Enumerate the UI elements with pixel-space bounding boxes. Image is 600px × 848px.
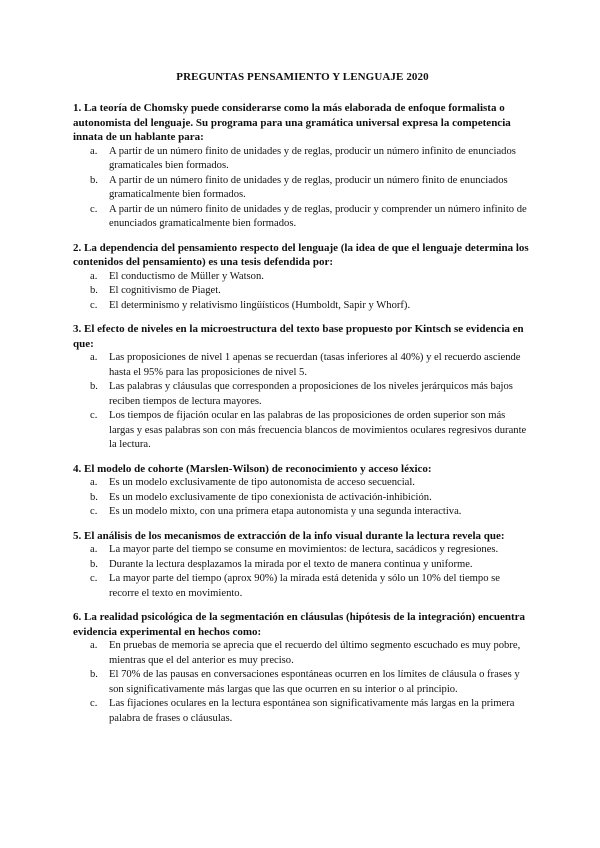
answer-option	[73, 505, 532, 520]
answer-option	[73, 174, 532, 203]
option-text: La mayor parte del tiempo se consume en movimientos: de lectura, sacádicos y regresiones.	[109, 544, 499, 555]
answer-options	[73, 639, 532, 726]
option-text: El 70% de las pausas en conversaciones espontáneas ocurren en los límites de cláusula o frases y son significativamente más largas que las que ocurren en su interior o al principio.	[109, 669, 520, 695]
answer-option	[73, 203, 532, 232]
option-letter: c.	[90, 299, 98, 311]
question-3	[73, 322, 532, 453]
option-text: Durante la lectura desplazamos la mirada por el texto de manera continua y uniforme.	[109, 558, 473, 570]
question-1	[73, 101, 532, 232]
option-letter: b.	[90, 285, 98, 296]
answer-options	[73, 270, 532, 314]
question-text: 2. La dependencia del pensamiento respecto del lenguaje (la idea de que el lenguaje determina los contenidos del pensamiento) es una tesis defendida por:	[73, 241, 529, 268]
answer-option	[73, 543, 532, 558]
answer-options	[73, 476, 532, 520]
option-letter: c.	[90, 698, 98, 709]
answer-option	[73, 351, 532, 380]
question-6	[73, 610, 532, 726]
option-text: Es un modelo exclusivamente de tipo conexionista de activación-inhibición.	[109, 491, 432, 503]
option-letter: c.	[90, 410, 98, 421]
question-text: 3. El efecto de niveles en la microestructura del texto base propuesto por Kintsch se evidencia en que:	[73, 323, 524, 350]
option-letter: a.	[90, 270, 98, 282]
option-letter: a.	[90, 544, 98, 555]
question-text: 5. El análisis de los mecanismos de extracción de la info visual durante la lectura revela que:	[73, 529, 505, 542]
option-text: A partir de un número finito de unidades y de reglas, producir y comprender un número infinito de enunciados gramaticalmente bien formados.	[109, 203, 527, 229]
option-letter: b.	[90, 669, 98, 680]
answer-options	[73, 543, 532, 601]
answer-option	[73, 476, 532, 491]
option-letter: c.	[90, 573, 98, 584]
question-4	[73, 462, 532, 520]
option-letter: c.	[90, 203, 98, 215]
option-text: Es un modelo exclusivamente de tipo autonomista de acceso secuencial.	[109, 477, 415, 488]
option-letter: a.	[90, 352, 98, 363]
option-text: Las palabras y cláusulas que corresponden a proposiciones de los niveles jerárquicos más bajos reciben tiempos de lectura mayores.	[109, 381, 513, 407]
option-letter: a.	[90, 145, 98, 157]
option-letter: b.	[90, 174, 98, 186]
option-text: Los tiempos de fijación ocular en las palabras de las proposiciones de orden superior son más largas y esas palabras son con más frecuencia blancos de movimientos oculares regresivos durante la lectura.	[109, 410, 527, 450]
option-text: La mayor parte del tiempo (aprox 90%) la mirada está detenida y sólo un 10% del tiempo se recorre el texto en movimiento.	[109, 573, 500, 599]
option-letter: c.	[90, 506, 98, 517]
answer-option	[73, 299, 532, 314]
option-text: El determinismo y relativismo lingüísticos (Humboldt, Sapir y Whorf).	[109, 299, 411, 311]
answer-option	[73, 380, 532, 409]
question-text: 4. El modelo de cohorte (Marslen-Wilson) de reconocimiento y acceso léxico:	[73, 462, 432, 475]
answer-options	[73, 145, 532, 232]
option-text: Es un modelo mixto, con una primera etapa autonomista y una segunda interactiva.	[109, 506, 462, 517]
answer-option	[73, 284, 532, 299]
document-title: PREGUNTAS PENSAMIENTO Y LENGUAJE 2020	[176, 71, 429, 83]
option-letter: b.	[90, 491, 98, 503]
option-text: El conductismo de Müller y Watson.	[109, 270, 264, 282]
questions-list	[73, 101, 532, 726]
option-text: En pruebas de memoria se aprecia que el recuerdo del último segmento escuchado es muy pobre, mientras que el del anterior es muy preciso.	[109, 640, 521, 666]
question-5	[73, 529, 532, 602]
question-2	[73, 241, 532, 314]
answer-option	[73, 697, 532, 726]
option-text: Las proposiciones de nivel 1 apenas se recuerdan (tasas inferiores al 40%) y el recuerdo asciende hasta el 95% para las proposiciones de nivel 5.	[109, 352, 521, 378]
answer-option	[73, 572, 532, 601]
question-text: 1. La teoría de Chomsky puede considerarse como la más elaborada de enfoque formalista o autonomista del lenguaje. Su programa para una gramática universal expresa la competencia innata de un hablante para:	[73, 102, 511, 143]
option-letter: b.	[90, 558, 98, 570]
option-text: Las fijaciones oculares en la lectura espontánea son significativamente más largas en la primera palabra de frases o cláusulas.	[109, 698, 515, 724]
answer-option	[73, 558, 532, 573]
option-letter: a.	[90, 640, 98, 651]
option-text: A partir de un número finito de unidades y de reglas, producir un número infinito de enunciados gramaticales bien formados.	[109, 145, 516, 171]
answer-option	[73, 409, 532, 453]
question-text: 6. La realidad psicológica de la segmentación en cláusulas (hipótesis de la integración) encuentra evidencia experimental en hechos como:	[73, 611, 526, 638]
answer-option	[73, 270, 532, 285]
option-letter: b.	[90, 381, 98, 392]
answer-option	[73, 639, 532, 668]
answer-option	[73, 491, 532, 506]
answer-option	[73, 668, 532, 697]
option-text: A partir de un número finito de unidades y de reglas, producir un número finito de enunciados gramaticalmente bien formados.	[109, 174, 508, 200]
option-text: El cognitivismo de Piaget.	[109, 285, 221, 296]
option-letter: a.	[90, 477, 98, 488]
answer-option	[73, 145, 532, 174]
answer-options	[73, 351, 532, 453]
